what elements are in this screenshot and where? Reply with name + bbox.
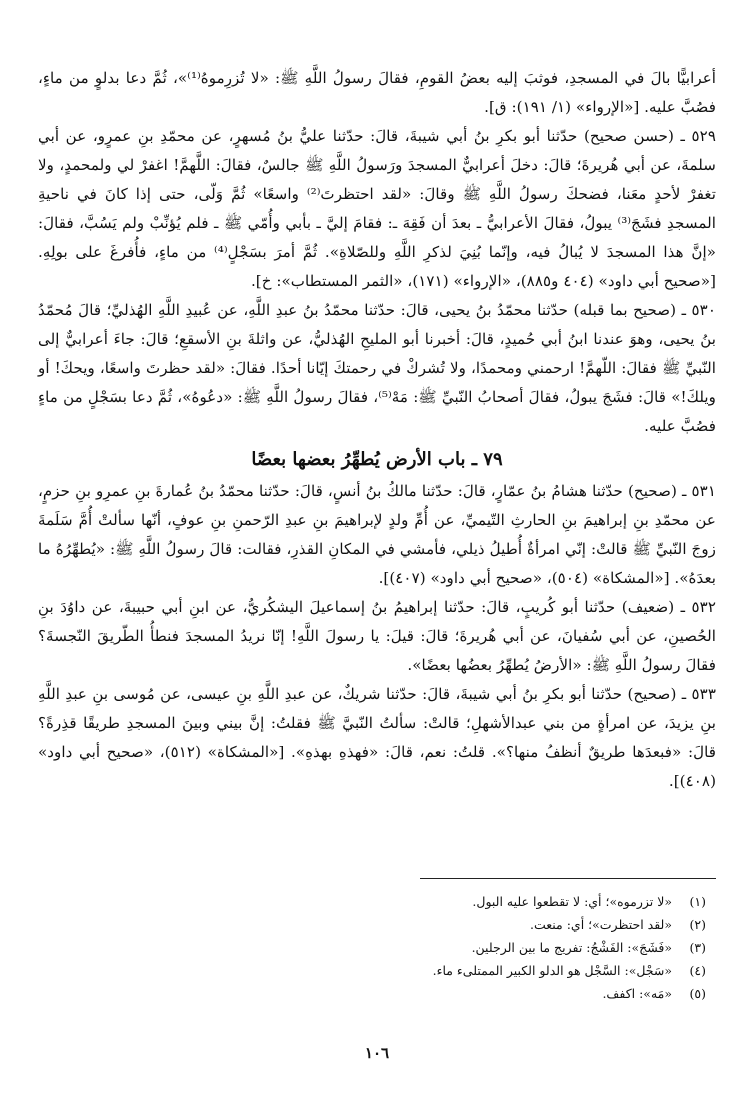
hadith-532: ٥٣٢ ـ (ضعيف) حدّثنا أبو كُريبٍ، قالَ: حدّثنا إبراهيمُ بنُ إسماعيلَ اليشكُريُّ، عن ابنِ أبي حبيبةَ، عن داوُدَ بنِ الحُصينِ، عن أبي سُفيانَ، عن أبي هُريرةَ؛ قالَ: قيلَ: يا رسولَ اللَّهِ! إنّا نريدُ المسجدَ فنطأُ الطّريقَ النّجسةَ؟ فقالَ رسولُ اللَّهِ ﷺ: «الأرضُ يُطهِّرُ بعضُها بعضًا». bbox=[38, 598, 716, 674]
footnote-text: «فَشَجَ»: الفَشْجُ: تفريج ما بين الرجلين. bbox=[471, 940, 672, 955]
footnote-number: (٤) bbox=[689, 963, 706, 978]
hadith-529: ٥٢٩ ـ (حسن صحيح) حدّثنا أبو بكرِ بنُ أبي شيبةَ، قالَ: حدّثنا عليُّ بنُ مُسهرٍ، عن محمّدِ بنِ عمرٍو، عن أبي سلمةَ، عن أبي هُريرةَ؛ قالَ: دخلَ أعرابيٌّ المسجدَ ورَسولُ اللَّهِ ﷺ جالسٌ، فقالَ: اللَّهمَّ! اغفرْ لي ولمحمدٍ، ولا تغفرْ لأحدٍ معَنا، فضحكَ رسولُ اللَّهِ ﷺ وقالَ: «لقد احتظرتَ⁽²⁾ واسعًا» ثُمَّ وَلّى، حتى إذا كانَ في ناحيةِ المسجدِ فشَجَ⁽³⁾ يبولُ، فقالَ الأعرابيُّ ـ بعدَ أن فَقِهَ ـ: فقامَ إليَّ ـ بأبي وأُمّي ﷺ ـ فلم يُؤنِّبْ ولم يَسُبَّ، فقالَ: «إنَّ هذا المسجدَ لا يُبالُ فيه، وإنّما بُنِيَ لذكرِ اللَّهِ وللصّلاةِ». ثُمَّ أمرَ بسَجْلٍ⁽⁴⁾ من ماءٍ، فأُفرغَ على بولِهِ. [«صحيح أبي داود» (٤٠٤ و٨٨٥)، «الإرواء» (١٧١)، «الثمر المستطاب»: خ]. bbox=[38, 127, 716, 290]
footnote-number: (١) bbox=[689, 894, 706, 909]
footnote-item bbox=[40, 959, 706, 982]
footnote-divider bbox=[420, 878, 716, 879]
footnote-text: «سَجْل»: السَّجْل هو الدلو الكبير الممتلىء ماء. bbox=[432, 963, 672, 978]
footnote-item bbox=[40, 936, 706, 959]
main-text bbox=[38, 64, 716, 796]
footnote-text: «لقد احتظرت»؛ أي: منعت. bbox=[530, 917, 672, 932]
footnote-item bbox=[40, 890, 706, 913]
footnotes bbox=[40, 890, 706, 1005]
footnote-number: (٥) bbox=[689, 986, 706, 1001]
hadith-533: ٥٣٣ ـ (صحيح) حدّثنا أبو بكرِ بنُ أبي شيبةَ، قالَ: حدّثنا شريكٌ، عن عبدِ اللَّهِ بنِ عيسى، عن مُوسى بنِ عبدِ اللَّهِ بنِ يزيدَ، عن امرأةٍ من بني عبدالأشهلِ؛ قالتْ: سألتُ النّبيَّ ﷺ فقلتُ: إنَّ بيني وبينَ المسجدِ طريقًا قذِرةً؟ قالَ: «فبعدَها طريقٌ أنظفُ منها؟». قلتُ: نعم، قالَ: «فهذهِ بهذهِ». [«المشكاة» (٥١٢)، «صحيح أبي داود» (٤٠٨)]. bbox=[38, 685, 716, 790]
footnote-text: «مَه»: اكفف. bbox=[602, 986, 672, 1001]
footnote-item bbox=[40, 982, 706, 1005]
hadith-531: ٥٣١ ـ (صحيح) حدّثنا هشامُ بنُ عمّارٍ، قالَ: حدّثنا مالكُ بنُ أنسٍ، قالَ: حدّثنا محمّدُ بنُ عُمارةَ بنِ عمرِو بنِ حزمٍ، عن محمّدِ بنِ إبراهيمَ بنِ الحارثِ التّيميِّ، عن أُمِّ ولدٍ لإبراهيمَ بنِ عبدِ الرّحمنِ بنِ عوفٍ، أنّها سألتْ أُمَّ سَلَمةَ زوجَ النّبيِّ ﷺ قالتْ: إنّي امرأةٌ أُطيلُ ذيلي، فأمشي في المكانِ القذرِ، فقالت: قالَ رسولُ اللَّهِ ﷺ: «يُطهِّرُهُ ما بعدَهُ». [«المشكاة» (٥٠٤)، «صحيح أبي داود» (٤٠٧)]. bbox=[38, 482, 716, 587]
footnote-number: (٣) bbox=[689, 940, 706, 955]
chapter-heading: ٧٩ ـ باب الأرض يُطهِّرُ بعضها بعضًا bbox=[251, 449, 503, 470]
page-number: ١٠٦ bbox=[364, 1044, 390, 1062]
paragraph-continuation: أعرابيًّا بالَ في المسجدِ، فوثبَ إليه بعضُ القومِ، فقالَ رسولُ اللَّهِ ﷺ: «لا تُزرِموهُ⁽¹⁾»، ثُمَّ دعا بدلوٍ من ماءٍ، فصُبَّ عليه. [«الإرواء» (١/ ١٩١): ق]. bbox=[38, 69, 716, 116]
footnote-number: (٢) bbox=[689, 917, 706, 932]
footnote-item bbox=[40, 913, 706, 936]
hadith-530: ٥٣٠ ـ (صحيح بما قبله) حدّثنا محمّدُ بنُ يحيى، قالَ: حدّثنا محمّدُ بنُ عبدِ اللَّهِ، عن عُبيدِ اللَّهِ الهُذليِّ؛ قالَ مُحمّدُ بنُ يحيى، وهوَ عندنا ابنُ أبي حُميدٍ، قالَ: أخبرنا أبو المليحِ الهُذليُّ، عن واثلةَ بنِ الأسقعِ؛ قالَ: جاءَ أعرابيٌّ إلى النّبيِّ ﷺ فقالَ: اللّهمَّ! ارحمني ومحمدًا، ولا تُشركْ في رحمتكَ إيّانا أحدًا. فقالَ: «لقد حظرتَ واسعًا، ويحكَ! أو ويلكَ!» قالَ: فشَجَ يبولُ، فقالَ أصحابُ النّبيِّ ﷺ: مَهْ⁽⁵⁾، فقالَ رسولُ اللَّهِ ﷺ: «دعُوهُ»، ثُمَّ دعا بسَجْلٍ من ماءٍ فصُبَّ عليه. bbox=[38, 301, 716, 435]
footnote-text: «لا تزرموه»؛ أي: لا تقطعوا عليه البول. bbox=[472, 894, 672, 909]
